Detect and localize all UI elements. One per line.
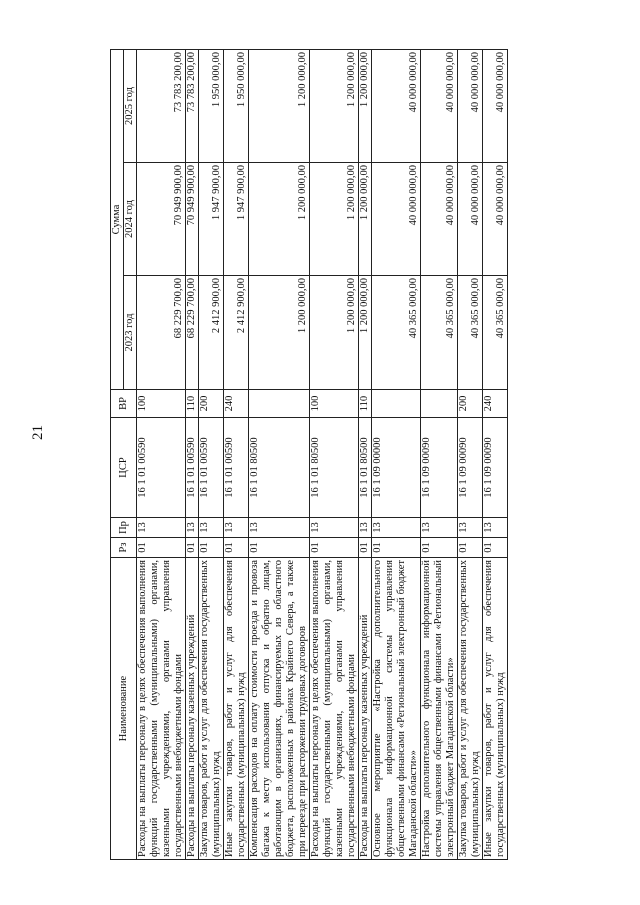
row-vr: 200	[458, 390, 483, 418]
table-row	[310, 50, 359, 860]
header-sum: Сумма	[111, 50, 124, 390]
row-vr: 200	[199, 390, 224, 418]
row-sum-2025: 40 000 000,00	[421, 50, 458, 163]
row-sum-2024: 1 200 000,00	[359, 163, 372, 276]
header-2023: 2023 год	[124, 276, 137, 390]
row-sum-2024: 70 949 900,00	[186, 163, 199, 276]
row-pr: 13	[199, 518, 224, 538]
row-sum-2023: 2 412 900,00	[224, 276, 249, 390]
row-csr: 16 1 01 00590	[186, 418, 199, 518]
row-name: Иные закупки товаров, работ и услуг для обеспечения государственных (муниципальных) нужд	[483, 558, 508, 860]
row-csr: 16 1 09 00090	[458, 418, 483, 518]
row-sum-2024: 40 000 000,00	[483, 163, 508, 276]
row-sum-2023: 40 365 000,00	[483, 276, 508, 390]
row-name: Настройка дополнительного функционала информационной системы управления общественными финансами «Региональный электронный бюджет Магаданской области»	[421, 558, 458, 860]
row-sum-2024: 40 000 000,00	[372, 163, 421, 276]
header-csr: ЦСР	[111, 418, 137, 518]
row-sum-2025: 1 200 000,00	[310, 50, 359, 163]
row-rz: 01	[186, 538, 199, 558]
row-sum-2023: 40 365 000,00	[372, 276, 421, 390]
row-rz: 01	[249, 538, 310, 558]
row-csr: 16 1 09 00090	[483, 418, 508, 518]
budget-table-sheet	[110, 50, 630, 860]
row-sum-2024: 70 949 900,00	[137, 163, 186, 276]
row-name: Закупка товаров, работ и услуг для обеспечения государственных (муниципальных) нужд	[199, 558, 224, 860]
row-pr: 13	[359, 518, 372, 538]
row-sum-2023: 1 200 000,00	[310, 276, 359, 390]
row-sum-2024: 40 000 000,00	[458, 163, 483, 276]
table-row	[186, 50, 199, 860]
row-csr: 16 1 01 00590	[199, 418, 224, 518]
row-sum-2023: 68 229 700,00	[186, 276, 199, 390]
row-sum-2025: 1 950 000,00	[199, 50, 224, 163]
row-sum-2025: 40 000 000,00	[483, 50, 508, 163]
row-pr: 13	[186, 518, 199, 538]
row-vr: 110	[359, 390, 372, 418]
table-row	[359, 50, 372, 860]
row-rz: 01	[137, 538, 186, 558]
row-sum-2024: 1 200 000,00	[249, 163, 310, 276]
row-csr: 16 1 09 00090	[421, 418, 458, 518]
table-row	[199, 50, 224, 860]
page-number: 21	[30, 425, 46, 440]
row-rz: 01	[224, 538, 249, 558]
header-rz: Рз	[111, 538, 137, 558]
header-vr: ВР	[111, 390, 137, 418]
row-sum-2025: 1 950 000,00	[224, 50, 249, 163]
header-2024: 2024 год	[124, 163, 137, 276]
row-name: Расходы на выплаты персоналу в целях обеспечения выполнения функций государственными (муниципальными) органами, казенными учреждениями, органами управления государственными внебюджетными фондами	[137, 558, 186, 860]
table-row	[249, 50, 310, 860]
row-vr	[249, 390, 310, 418]
row-pr: 13	[137, 518, 186, 538]
row-vr: 240	[483, 390, 508, 418]
table-row	[224, 50, 249, 860]
row-rz: 01	[372, 538, 421, 558]
row-sum-2025: 73 783 200,00	[137, 50, 186, 163]
budget-table	[110, 49, 508, 860]
row-name: Иные закупки товаров, работ и услуг для обеспечения государственных (муниципальных) нужд	[224, 558, 249, 860]
row-pr: 13	[458, 518, 483, 538]
row-vr: 100	[310, 390, 359, 418]
row-csr: 16 1 01 00590	[224, 418, 249, 518]
row-rz: 01	[421, 538, 458, 558]
row-sum-2025: 73 783 200,00	[186, 50, 199, 163]
row-sum-2024: 40 000 000,00	[421, 163, 458, 276]
row-pr: 13	[483, 518, 508, 538]
row-rz: 01	[458, 538, 483, 558]
row-name: Основное мероприятие «Настройка дополнительного функционала информационной системы управления общественными финансами «Региональный электронный бюджет Магаданской области»»	[372, 558, 421, 860]
row-vr: 240	[224, 390, 249, 418]
header-2025: 2025 год	[124, 50, 137, 163]
row-pr: 13	[421, 518, 458, 538]
header-name: Наименование	[111, 558, 137, 860]
row-name: Расходы на выплаты персоналу в целях обеспечения выполнения функций государственными (муниципальными) органами, казенными учреждениями, органами управления государственными внебюджетными фондами	[310, 558, 359, 860]
row-csr: 16 1 01 80500	[249, 418, 310, 518]
row-sum-2025: 1 200 000,00	[249, 50, 310, 163]
table-row	[421, 50, 458, 860]
row-rz: 01	[310, 538, 359, 558]
table-row	[372, 50, 421, 860]
row-sum-2025: 40 000 000,00	[458, 50, 483, 163]
table-row	[483, 50, 508, 860]
row-name: Закупка товаров, работ и услуг для обеспечения государственных (муниципальных) нужд	[458, 558, 483, 860]
row-csr: 16 1 01 00590	[137, 418, 186, 518]
row-name: Расходы на выплаты персоналу казенных учреждений	[186, 558, 199, 860]
row-rz: 01	[483, 538, 508, 558]
row-csr: 16 1 01 80500	[359, 418, 372, 518]
row-pr: 13	[310, 518, 359, 538]
row-sum-2025: 40 000 000,00	[372, 50, 421, 163]
row-rz: 01	[359, 538, 372, 558]
header-pr: Пр	[111, 518, 137, 538]
row-vr: 110	[186, 390, 199, 418]
table-body	[137, 50, 508, 860]
row-sum-2023: 40 365 000,00	[458, 276, 483, 390]
row-csr: 16 1 09 00000	[372, 418, 421, 518]
row-vr	[421, 390, 458, 418]
row-rz: 01	[199, 538, 224, 558]
table-row	[458, 50, 483, 860]
row-name: Расходы на выплаты персоналу казенных учреждений	[359, 558, 372, 860]
row-sum-2023: 40 365 000,00	[421, 276, 458, 390]
row-name: Компенсация расходов на оплату стоимости проезда и провоза багажа к месту использования отпуска и обратно лицам, работающим в организациях, финансируемых из областного бюджета, расположенных в районах Крайнего Севера, а также при переезде при расторжении трудовых договоров	[249, 558, 310, 860]
row-sum-2024: 1 947 900,00	[199, 163, 224, 276]
row-sum-2025: 1 200 000,00	[359, 50, 372, 163]
row-sum-2024: 1 200 000,00	[310, 163, 359, 276]
row-sum-2024: 1 947 900,00	[224, 163, 249, 276]
row-sum-2023: 1 200 000,00	[249, 276, 310, 390]
row-sum-2023: 1 200 000,00	[359, 276, 372, 390]
row-pr: 13	[372, 518, 421, 538]
row-csr: 16 1 01 80500	[310, 418, 359, 518]
row-pr: 13	[249, 518, 310, 538]
row-sum-2023: 68 229 700,00	[137, 276, 186, 390]
row-sum-2023: 2 412 900,00	[199, 276, 224, 390]
row-vr	[372, 390, 421, 418]
table-row	[137, 50, 186, 860]
row-pr: 13	[224, 518, 249, 538]
row-vr: 100	[137, 390, 186, 418]
